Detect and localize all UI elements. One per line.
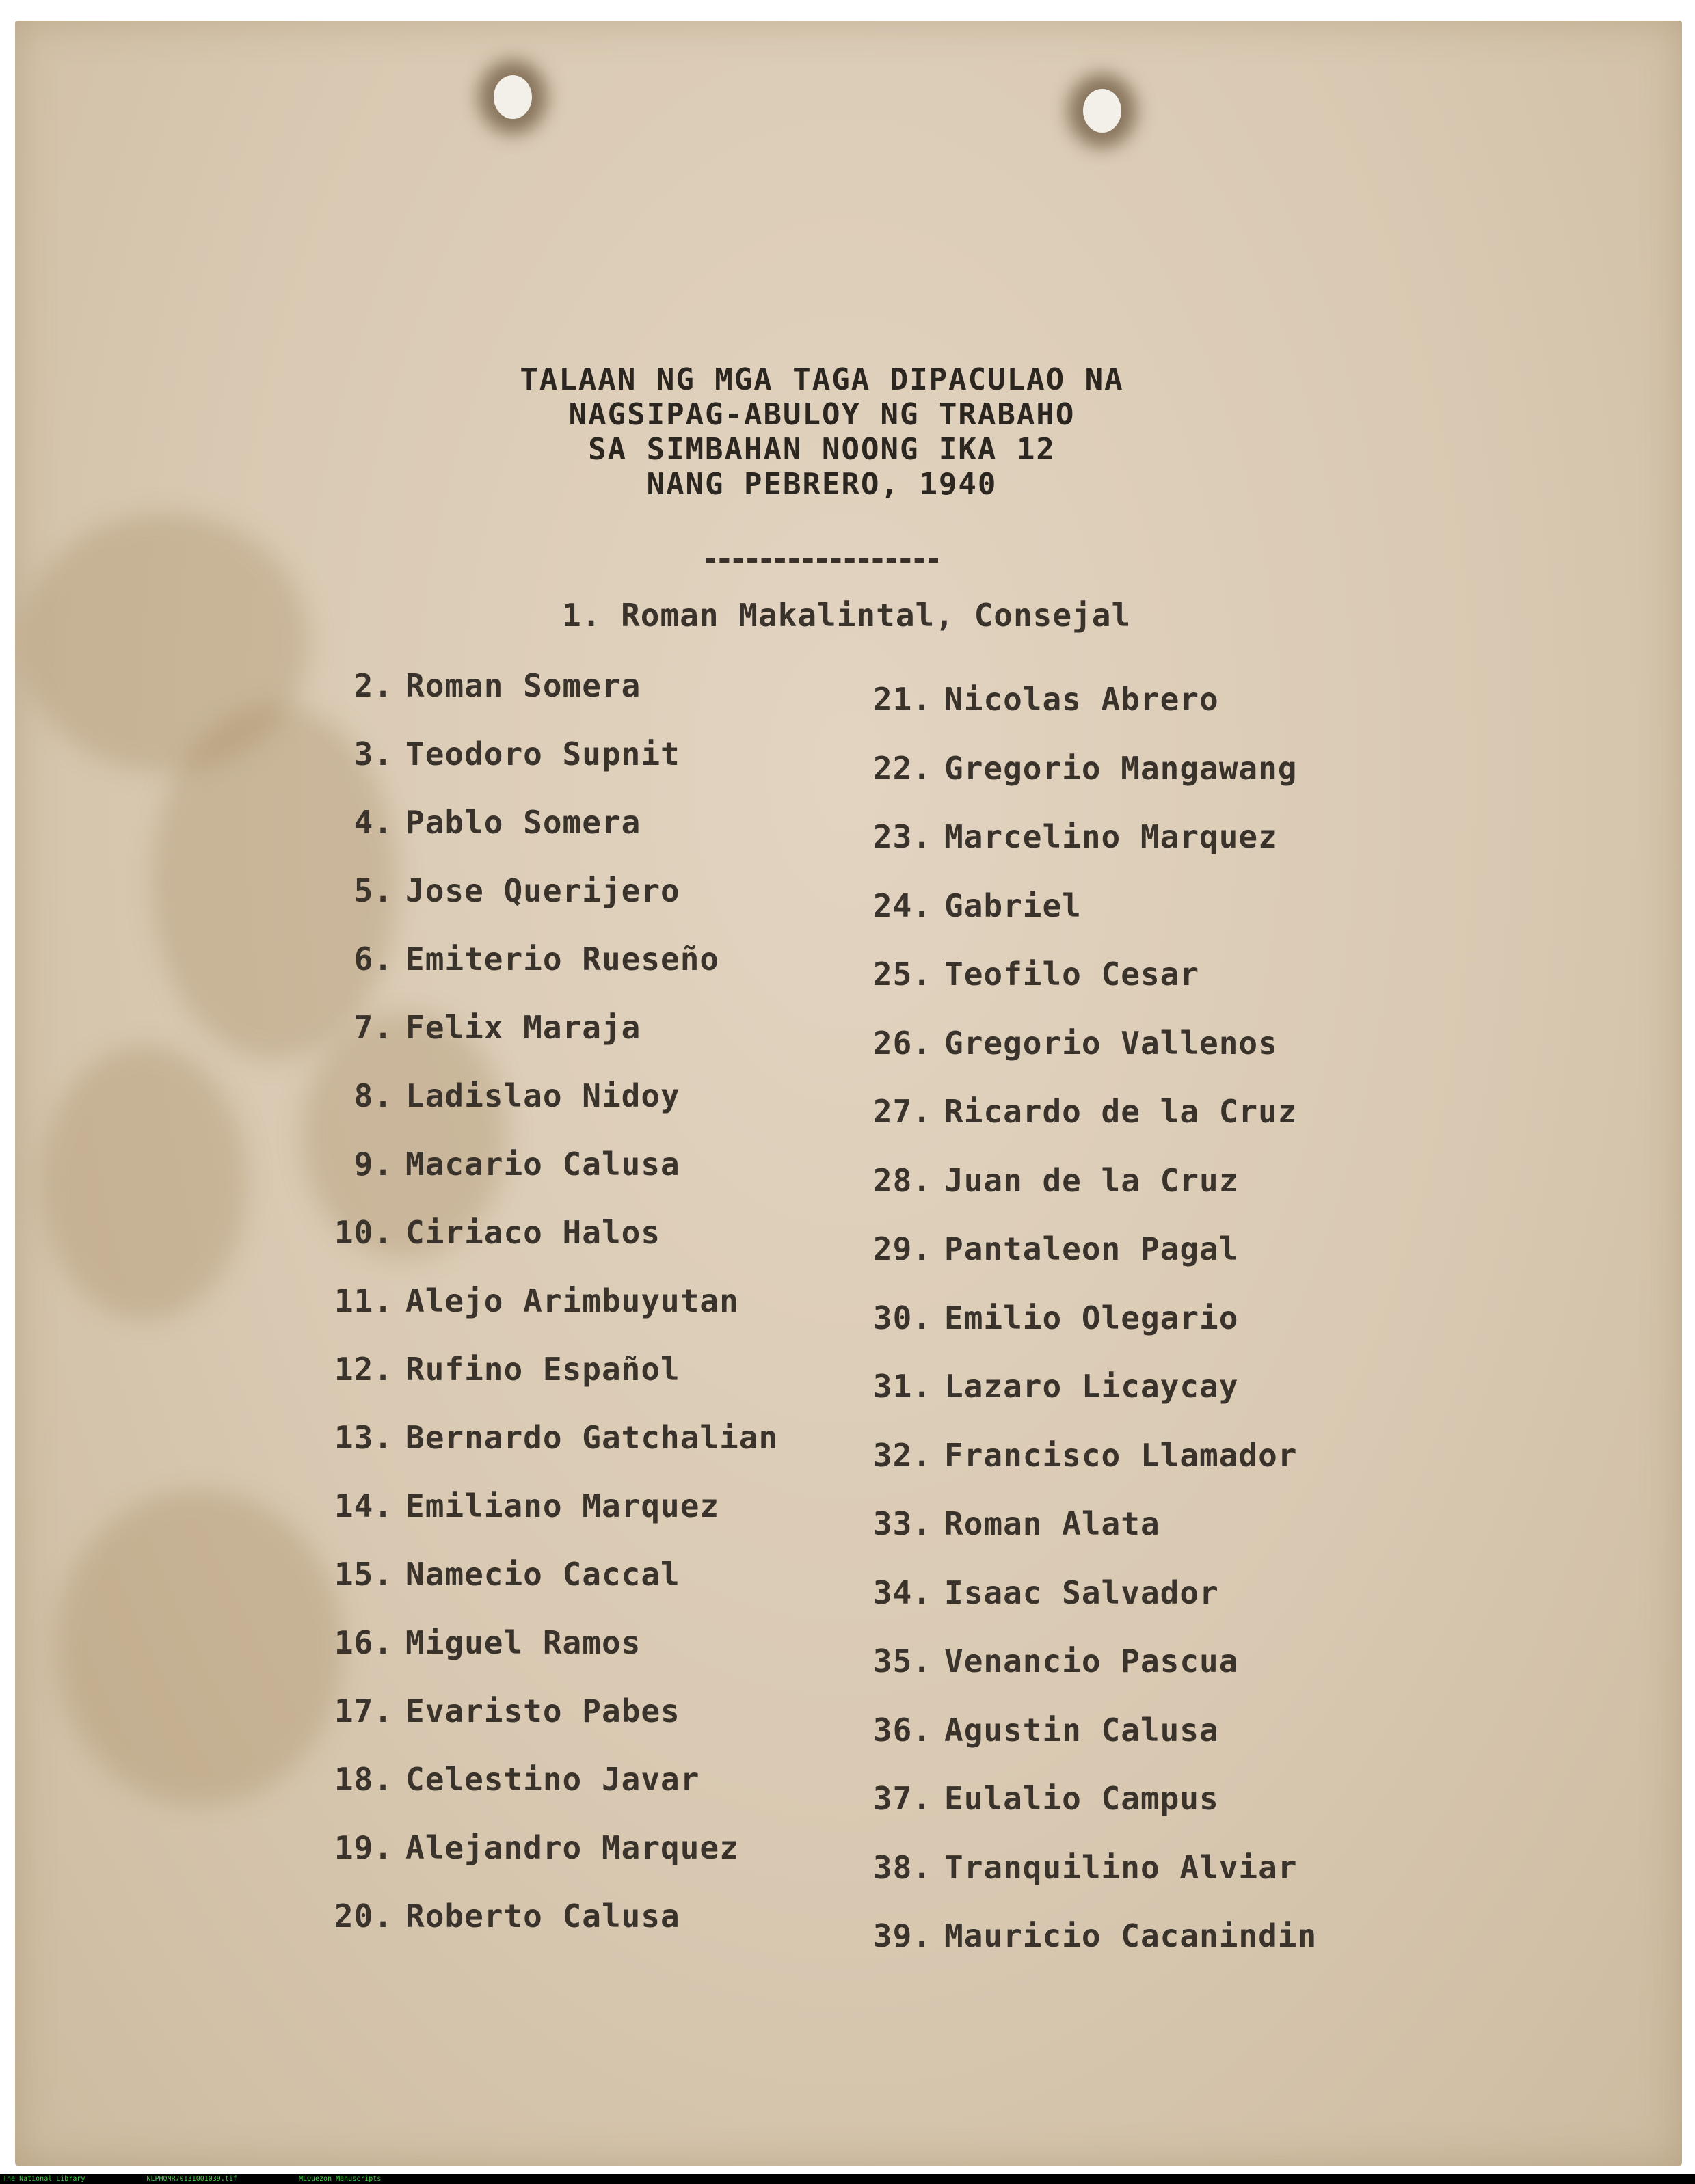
list-item — [326, 1692, 680, 1730]
list-item — [326, 1418, 778, 1457]
entry-number: 1. — [562, 597, 602, 634]
title-line: NANG PEBRERO, 1940 — [646, 467, 998, 502]
list-item — [859, 1367, 1238, 1405]
entry-number: 32. — [872, 1436, 932, 1474]
entry-number: 12. — [334, 1351, 393, 1388]
list-item — [326, 940, 719, 978]
list-item — [859, 818, 1278, 856]
entry-name: Isaac Salvador — [944, 1574, 1219, 1611]
entry-number: 19. — [334, 1829, 393, 1866]
entry-number: 37. — [872, 1780, 932, 1817]
entry-name: Ladislao Nidoy — [405, 1077, 680, 1114]
entry-name: Mauricio Cacanindin — [944, 1917, 1318, 1954]
list-item — [326, 1077, 680, 1115]
list-item — [859, 749, 1298, 787]
list-item — [859, 1779, 1219, 1818]
entry-number: 38. — [872, 1848, 932, 1886]
entry-name: Lazaro Licaycay — [944, 1368, 1239, 1405]
list-item — [859, 1917, 1317, 1955]
entry-number: 20. — [334, 1898, 393, 1934]
entry-name: Agustin Calusa — [944, 1711, 1219, 1749]
list-item — [326, 1897, 680, 1935]
entry-number: 31. — [872, 1368, 932, 1405]
list-item — [859, 1642, 1238, 1680]
entry-name: Eulalio Campus — [944, 1780, 1219, 1817]
entry-number: 22. — [872, 749, 932, 787]
entry-name: Felix Maraja — [405, 1009, 641, 1046]
entry-name: Emilio Olegario — [944, 1299, 1239, 1336]
entry-name: Rufino Español — [405, 1351, 680, 1388]
list-item — [859, 680, 1219, 718]
list-item — [326, 735, 680, 773]
entry-number: 16. — [334, 1624, 393, 1661]
entry-number: 34. — [872, 1574, 932, 1611]
entry-name: Alejandro Marquez — [405, 1829, 739, 1866]
list-item — [859, 1092, 1298, 1131]
entry-name: Evaristo Pabes — [405, 1693, 680, 1729]
entry-number: 9. — [353, 1146, 393, 1183]
entry-name: Venancio Pascua — [944, 1643, 1239, 1680]
list-item — [859, 887, 1082, 925]
list-item — [326, 1350, 680, 1388]
footer-file: NLPHQMR70131001039.tif — [146, 2175, 237, 2183]
entry-number: 8. — [353, 1077, 393, 1114]
scan-footer — [0, 2174, 1695, 2184]
document-title — [412, 362, 1232, 502]
list-item — [326, 1213, 660, 1252]
entry-number: 6. — [353, 941, 393, 978]
footer-library: The National Library — [3, 2175, 85, 2183]
entry-number: 27. — [872, 1093, 932, 1130]
list-item — [859, 1024, 1278, 1062]
entry-name: Teodoro Supnit — [405, 736, 680, 772]
entry-number: 28. — [872, 1161, 932, 1199]
entry-number: 13. — [334, 1419, 393, 1456]
list-item — [859, 1574, 1219, 1612]
entry-name: Juan de la Cruz — [944, 1161, 1239, 1199]
separator-rule — [706, 558, 938, 563]
entry-number: 7. — [353, 1009, 393, 1046]
entry-number: 35. — [872, 1643, 932, 1680]
list-item — [326, 1623, 641, 1662]
entry-number: 39. — [872, 1917, 932, 1954]
entry-number: 23. — [872, 818, 932, 855]
list-item — [859, 1230, 1238, 1268]
entry-name: Pablo Somera — [405, 804, 641, 841]
entry-name: Nicolas Abrero — [944, 681, 1219, 718]
list-item — [326, 1145, 680, 1183]
entry-name: Tranquilino Alviar — [944, 1848, 1298, 1886]
entry-name: Alejo Arimbuyutan — [405, 1282, 739, 1319]
entry-number: 10. — [334, 1214, 393, 1251]
entry-name: Roberto Calusa — [405, 1898, 680, 1934]
title-line: TALAAN NG MGA TAGA DIPACULAO NA — [520, 362, 1124, 397]
list-item — [859, 1299, 1238, 1337]
entry-name: Roman Makalintal, Consejal — [621, 597, 1132, 634]
title-line: NAGSIPAG-ABULOY NG TRABAHO — [568, 397, 1076, 432]
entry-name: Ricardo de la Cruz — [944, 1093, 1298, 1130]
entry-name: Jose Querijero — [405, 872, 680, 909]
entry-number: 24. — [872, 887, 932, 924]
entry-number: 30. — [872, 1299, 932, 1336]
list-item — [859, 1161, 1238, 1200]
document-page — [15, 21, 1682, 2166]
entry-name: Macario Calusa — [405, 1146, 680, 1183]
entry-number: 14. — [334, 1487, 393, 1524]
entry-name: Ciriaco Halos — [405, 1214, 661, 1251]
list-item — [859, 1848, 1298, 1887]
list-item — [859, 1711, 1219, 1749]
punch-hole-left — [494, 75, 532, 119]
entry-name: Celestino Javar — [405, 1761, 700, 1798]
entry-name: Gregorio Vallenos — [944, 1024, 1278, 1062]
list-item — [326, 1487, 719, 1525]
entry-name: Emiterio Rueseño — [405, 941, 720, 978]
entry-name: Gregorio Mangawang — [944, 749, 1298, 787]
entry-name: Pantaleon Pagal — [944, 1230, 1239, 1267]
entry-number: 33. — [872, 1505, 932, 1542]
entry-number: 15. — [334, 1556, 393, 1593]
entry-number: 18. — [334, 1761, 393, 1798]
entry-number: 17. — [334, 1693, 393, 1729]
list-item — [326, 666, 641, 705]
entry-name: Roman Alata — [944, 1505, 1160, 1542]
entry-name: Miguel Ramos — [405, 1624, 641, 1661]
entry-name: Marcelino Marquez — [944, 818, 1278, 855]
entry-number: 25. — [872, 956, 932, 993]
entry-number: 11. — [334, 1282, 393, 1319]
list-item — [859, 955, 1199, 993]
list-item — [326, 872, 680, 910]
entry-name: Teofilo Cesar — [944, 956, 1200, 993]
list-item — [326, 1282, 739, 1320]
entry-number: 29. — [872, 1230, 932, 1267]
punch-hole-right — [1083, 89, 1121, 133]
entry-name: Bernardo Gatchalian — [405, 1419, 779, 1456]
list-item — [326, 1829, 739, 1867]
entry-name: Roman Somera — [405, 667, 641, 704]
entry-number: 26. — [872, 1024, 932, 1062]
list-item — [326, 803, 641, 841]
list-item — [859, 1436, 1298, 1474]
entry-number: 2. — [353, 667, 393, 704]
title-line: SA SIMBAHAN NOONG IKA 12 — [588, 432, 1056, 467]
list-item — [859, 1505, 1160, 1543]
stain — [42, 1046, 248, 1319]
entry-name: Namecio Caccal — [405, 1556, 680, 1593]
first-entry — [562, 596, 1131, 634]
entry-number: 5. — [353, 872, 393, 909]
entry-number: 3. — [353, 736, 393, 772]
list-item — [326, 1555, 680, 1593]
entry-number: 4. — [353, 804, 393, 841]
footer-collection: MLQuezon Manuscripts — [298, 2175, 382, 2183]
stain — [56, 1490, 343, 1805]
entry-name: Emiliano Marquez — [405, 1487, 720, 1524]
entry-name: Francisco Llamador — [944, 1436, 1298, 1474]
list-item — [326, 1760, 699, 1798]
list-item — [326, 1008, 641, 1047]
entry-number: 36. — [872, 1711, 932, 1749]
entry-number: 21. — [872, 681, 932, 718]
entry-name: Gabriel — [944, 887, 1082, 924]
